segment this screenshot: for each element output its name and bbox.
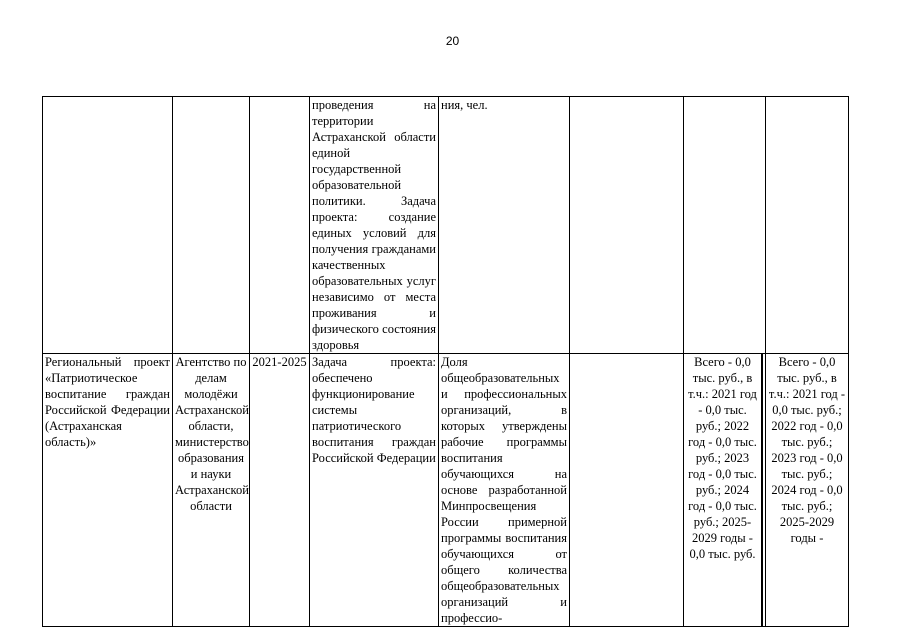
page-number: 20 xyxy=(445,34,460,48)
agency-cell: Агентство по делам молодёжи Астраханской области, министерство образования и науки Астраханской области xyxy=(173,354,250,627)
funding-text: Всего - 0,0 тыс. руб., в т.ч.: 2021 год - 0,0 тыс. руб.; 2022 год - 0,0 тыс. руб.; 2023 год - 0,0 тыс. руб.; 2024 год - 0,0 тыс. руб.; 2025-2029 годы - 0,0 тыс. руб. xyxy=(686,354,763,626)
task-cell: проведения на территории Астраханской области единой государственной образовательной политики. Задача проекта: создание единых условий для получения гражданами качественных образовательных услуг независимо от места проживания и физического состояния здоровья xyxy=(310,97,439,354)
funding-cell-2 xyxy=(766,97,849,354)
project-cell: Региональный проект «Патриотическое воспитание граждан Российской Федерации (Астраханская область)» xyxy=(43,354,173,627)
table-row xyxy=(43,97,849,354)
table-row xyxy=(43,354,849,627)
indicator-cell: Доля общеобразовательных и профессиональных организаций, в которых утверждены рабочие программы воспитания обучающихся на основе разработанной Минпросвещения России примерной программы воспитания обучающихся от общего количества общеобразовательных организаций и профессио- xyxy=(439,354,570,627)
agency-cell xyxy=(173,97,250,354)
period-cell xyxy=(250,97,310,354)
program-table xyxy=(42,96,849,627)
task-cell: Задача проекта: обеспечено функционирование системы патриотического воспитания граждан Российской Федерации xyxy=(310,354,439,627)
value-cell xyxy=(570,97,684,354)
project-cell xyxy=(43,97,173,354)
value-cell xyxy=(570,354,684,627)
period-cell: 2021-2025 xyxy=(250,354,310,627)
funding-cell-1 xyxy=(684,97,766,354)
indicator-cell: ния, чел. xyxy=(439,97,570,354)
funding-cell-2: Всего - 0,0 тыс. руб., в т.ч.: 2021 год - 0,0 тыс. руб.; 2022 год - 0,0 тыс. руб.; 2023 год - 0,0 тыс. руб.; 2024 год - 0,0 тыс. руб.; 2025-2029 годы - xyxy=(766,354,849,627)
funding-cell-1 xyxy=(684,354,766,627)
